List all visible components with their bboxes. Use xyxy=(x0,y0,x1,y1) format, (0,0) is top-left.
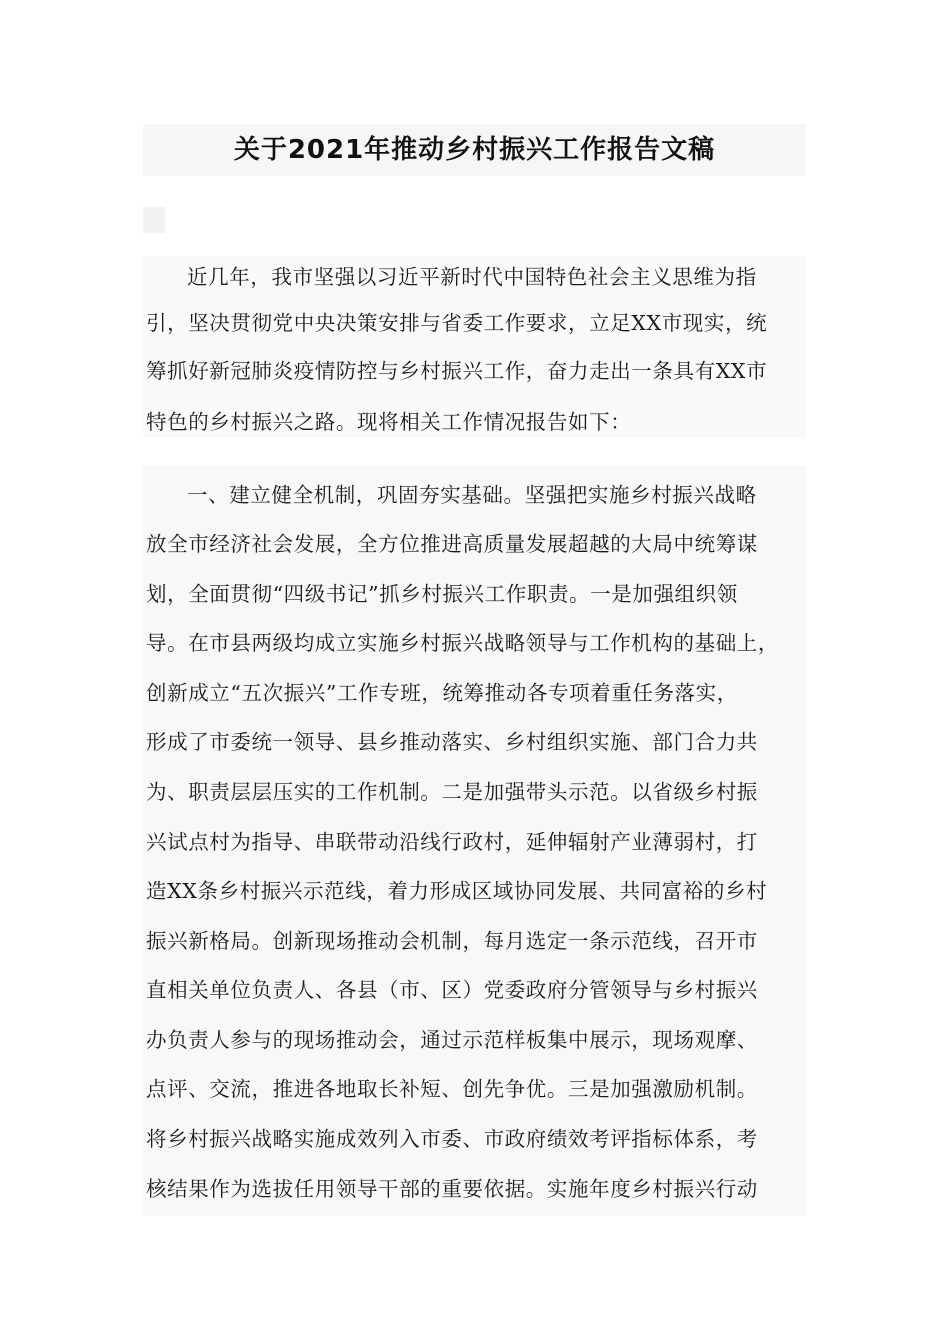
intro-line: 近几年，我市坚强以习近平新时代中国特色社会主义思维为指 xyxy=(187,265,757,289)
section-line: 将乡村振兴战略实施成效列入市委、市政府绩效考评指标体系，考 xyxy=(146,1127,758,1151)
section-line: 放全市经济社会发展，全方位推进高质量发展超越的大局中统筹谋 xyxy=(146,532,758,556)
shaded-mark xyxy=(143,207,165,233)
section-line: 核结果作为选拔任用领导干部的重要依据。实施年度乡村振兴行动 xyxy=(146,1177,758,1201)
section-line: 划，全面贯彻“四级书记”抓乡村振兴工作职责。一是加强组织领 xyxy=(146,582,738,606)
section-line: 造XX条乡村振兴示范线，着力形成区域协同发展、共同富裕的乡村 xyxy=(146,879,768,903)
intro-line: 特色的乡村振兴之路。现将相关工作情况报告如下： xyxy=(146,410,632,434)
section-line: 办负责人参与的现场推动会，通过示范样板集中展示，现场观摩、 xyxy=(146,1028,758,1052)
section-line: 导。在市县两级均成立实施乡村振兴战略领导与工作机构的基础上， xyxy=(146,631,779,655)
section-line: 一、建立健全机制，巩固夯实基础。坚强把实施乡村振兴战略 xyxy=(187,483,757,507)
section-line: 为、职责层层压实的工作机制。二是加强带头示范。以省级乡村振 xyxy=(146,780,758,804)
section-line: 直相关单位负责人、各县（市、区）党委政府分管领导与乡村振兴 xyxy=(146,978,758,1002)
section-line: 创新成立“五次振兴”工作专班，统筹推动各专项着重任务落实， xyxy=(146,681,738,705)
section-line: 兴试点村为指导、串联带动沿线行政村，延伸辐射产业薄弱村，打 xyxy=(146,830,758,854)
section-line: 振兴新格局。创新现场推动会机制，每月选定一条示范线，召开市 xyxy=(146,929,758,953)
intro-line: 筹抓好新冠肺炎疫情防控与乡村振兴工作，奋力走出一条具有XX市 xyxy=(146,359,768,383)
document-title: 关于2021年推动乡村振兴工作报告文稿 xyxy=(233,135,716,165)
section-line: 点评、交流，推进各地取长补短、创先争优。三是加强激励机制。 xyxy=(146,1077,758,1101)
section-line: 形成了市委统一领导、县乡推动落实、乡村组织实施、部门合力共 xyxy=(146,730,758,754)
intro-line: 引，坚决贯彻党中央决策安排与省委工作要求，立足XX市现实，统 xyxy=(146,311,768,335)
